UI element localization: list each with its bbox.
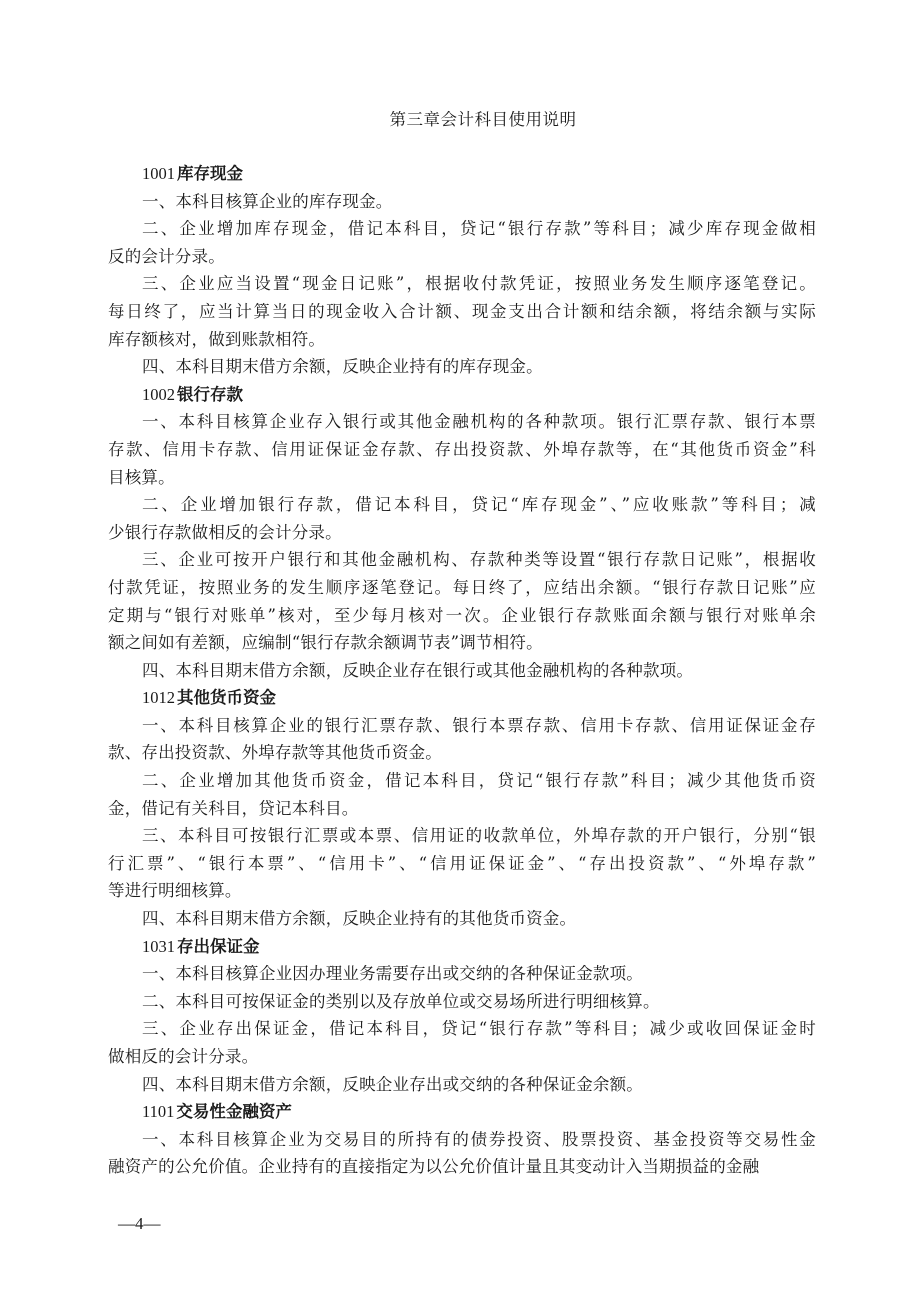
- paragraph-line: 目核算。: [108, 467, 175, 487]
- paragraph-line: 等进行明细核算。: [108, 881, 242, 901]
- paragraph-line: 款、存出投资款、外埠存款等其他货币资金。: [108, 743, 442, 763]
- section-heading: [108, 160, 816, 188]
- paragraph-line: 付款凭证，按照业务的发生顺序逐笔登记。每日终了，应结出余额。“银行存款日记账”应: [108, 577, 816, 597]
- paragraph-line: 三、企业存出保证金，借记本科目，贷记“银行存款”等科目；减少或收回保证金时: [142, 1019, 816, 1039]
- paragraph-line: 存款、信用卡存款、信用证保证金存款、存出投资款、外埠存款等，在“其他货币资金”科: [108, 439, 816, 459]
- paragraph-line: 二、企业增加其他货币资金，借记本科目，贷记“银行存款”科目；减少其他货币资: [142, 771, 816, 791]
- paragraph-line: 四、本科目期末借方余额，反映企业持有的其他货币资金。: [142, 909, 577, 929]
- paragraph-line: 二、本科目可按保证金的类别以及存放单位或交易场所进行明细核算。: [142, 991, 660, 1011]
- paragraph-line: 定期与“银行对账单”核对，至少每月核对一次。企业银行存款账面余额与银行对账单余: [108, 605, 816, 625]
- paragraph-line: 三、企业可按开户银行和其他金融机构、存款种类等设置“银行存款日记账”，根据收: [142, 550, 816, 570]
- section-heading: [108, 381, 816, 409]
- paragraph-line: 反的会计分录。: [108, 246, 225, 266]
- paragraph-line: 四、本科目期末借方余额，反映企业持有的库存现金。: [142, 357, 543, 377]
- account-code: 1012: [142, 688, 175, 708]
- paragraph-line: 少银行存款做相反的会计分录。: [108, 522, 342, 542]
- paragraph-line: 金，借记有关科目，贷记本科目。: [108, 798, 359, 818]
- account-name: 存出保证金: [177, 936, 260, 956]
- account-code: 1031: [142, 936, 175, 956]
- account-name: 交易性金融资产: [176, 1102, 292, 1122]
- account-name: 银行存款: [177, 384, 243, 404]
- paragraph-line: 库存额核对，做到账款相符。: [108, 329, 326, 349]
- paragraph-line: 一、本科目核算企业因办理业务需要存出或交纳的各种保证金款项。: [142, 964, 643, 984]
- paragraph-line: 二、企业增加银行存款，借记本科目，贷记“库存现金”、”应收账款”等科目；减: [142, 495, 816, 515]
- paragraph-line: 一、本科目核算企业存入银行或其他金融机构的各种款项。银行汇票存款、银行本票: [142, 412, 816, 432]
- account-code: 1101: [142, 1102, 175, 1122]
- paragraph-line: 做相反的会计分录。: [108, 1047, 259, 1066]
- document-body: [108, 160, 816, 1181]
- paragraph-line: 一、本科目核算企业的银行汇票存款、银行本票存款、信用卡存款、信用证保证金存: [142, 715, 816, 735]
- page-number: —4—: [118, 1214, 161, 1233]
- paragraph-line: 额之间如有差额，应编制“银行存款余额调节表”调节相符。: [108, 633, 543, 653]
- paragraph-line: 每日终了，应当计算当日的现金收入合计额、现金支出合计额和结余额，将结余额与实际: [108, 301, 816, 321]
- paragraph-line: 融资产的公允价值。企业持有的直接指定为以公允价值计量且其变动计入当期损益的金融: [108, 1157, 760, 1177]
- account-code: 1002: [142, 384, 175, 404]
- account-name: 其他货币资金: [177, 688, 276, 708]
- paragraph-line: 二、企业增加库存现金，借记本科目，贷记“银行存款”等科目；减少库存现金做相: [142, 219, 816, 239]
- account-name: 库存现金: [177, 164, 243, 183]
- account-code: 1001: [142, 164, 175, 183]
- paragraph-line: 三、本科目可按银行汇票或本票、信用证的收款单位，外埠存款的开户银行，分别“银: [142, 826, 816, 846]
- paragraph-line: 四、本科目期末借方余额，反映企业存在银行或其他金融机构的各种款项。: [142, 660, 694, 680]
- paragraph-line: 一、本科目核算企业为交易目的所持有的债券投资、股票投资、基金投资等交易性金: [142, 1129, 816, 1149]
- paragraph-line: 一、本科目核算企业的库存现金。: [142, 191, 393, 211]
- paragraph-line: 三、企业应当设置“现金日记账”，根据收付款凭证，按照业务发生顺序逐笔登记。: [142, 274, 816, 294]
- paragraph-line: 行汇票”、“银行本票”、“信用卡”、“信用证保证金”、“存出投资款”、“外埠存款”: [108, 853, 816, 873]
- section-heading: [108, 1098, 816, 1126]
- section-heading: [108, 684, 816, 712]
- section-heading: [108, 933, 816, 961]
- page-title: 第三章会计科目使用说明: [389, 110, 577, 129]
- paragraph-line: 四、本科目期末借方余额，反映企业存出或交纳的各种保证金余额。: [142, 1074, 643, 1094]
